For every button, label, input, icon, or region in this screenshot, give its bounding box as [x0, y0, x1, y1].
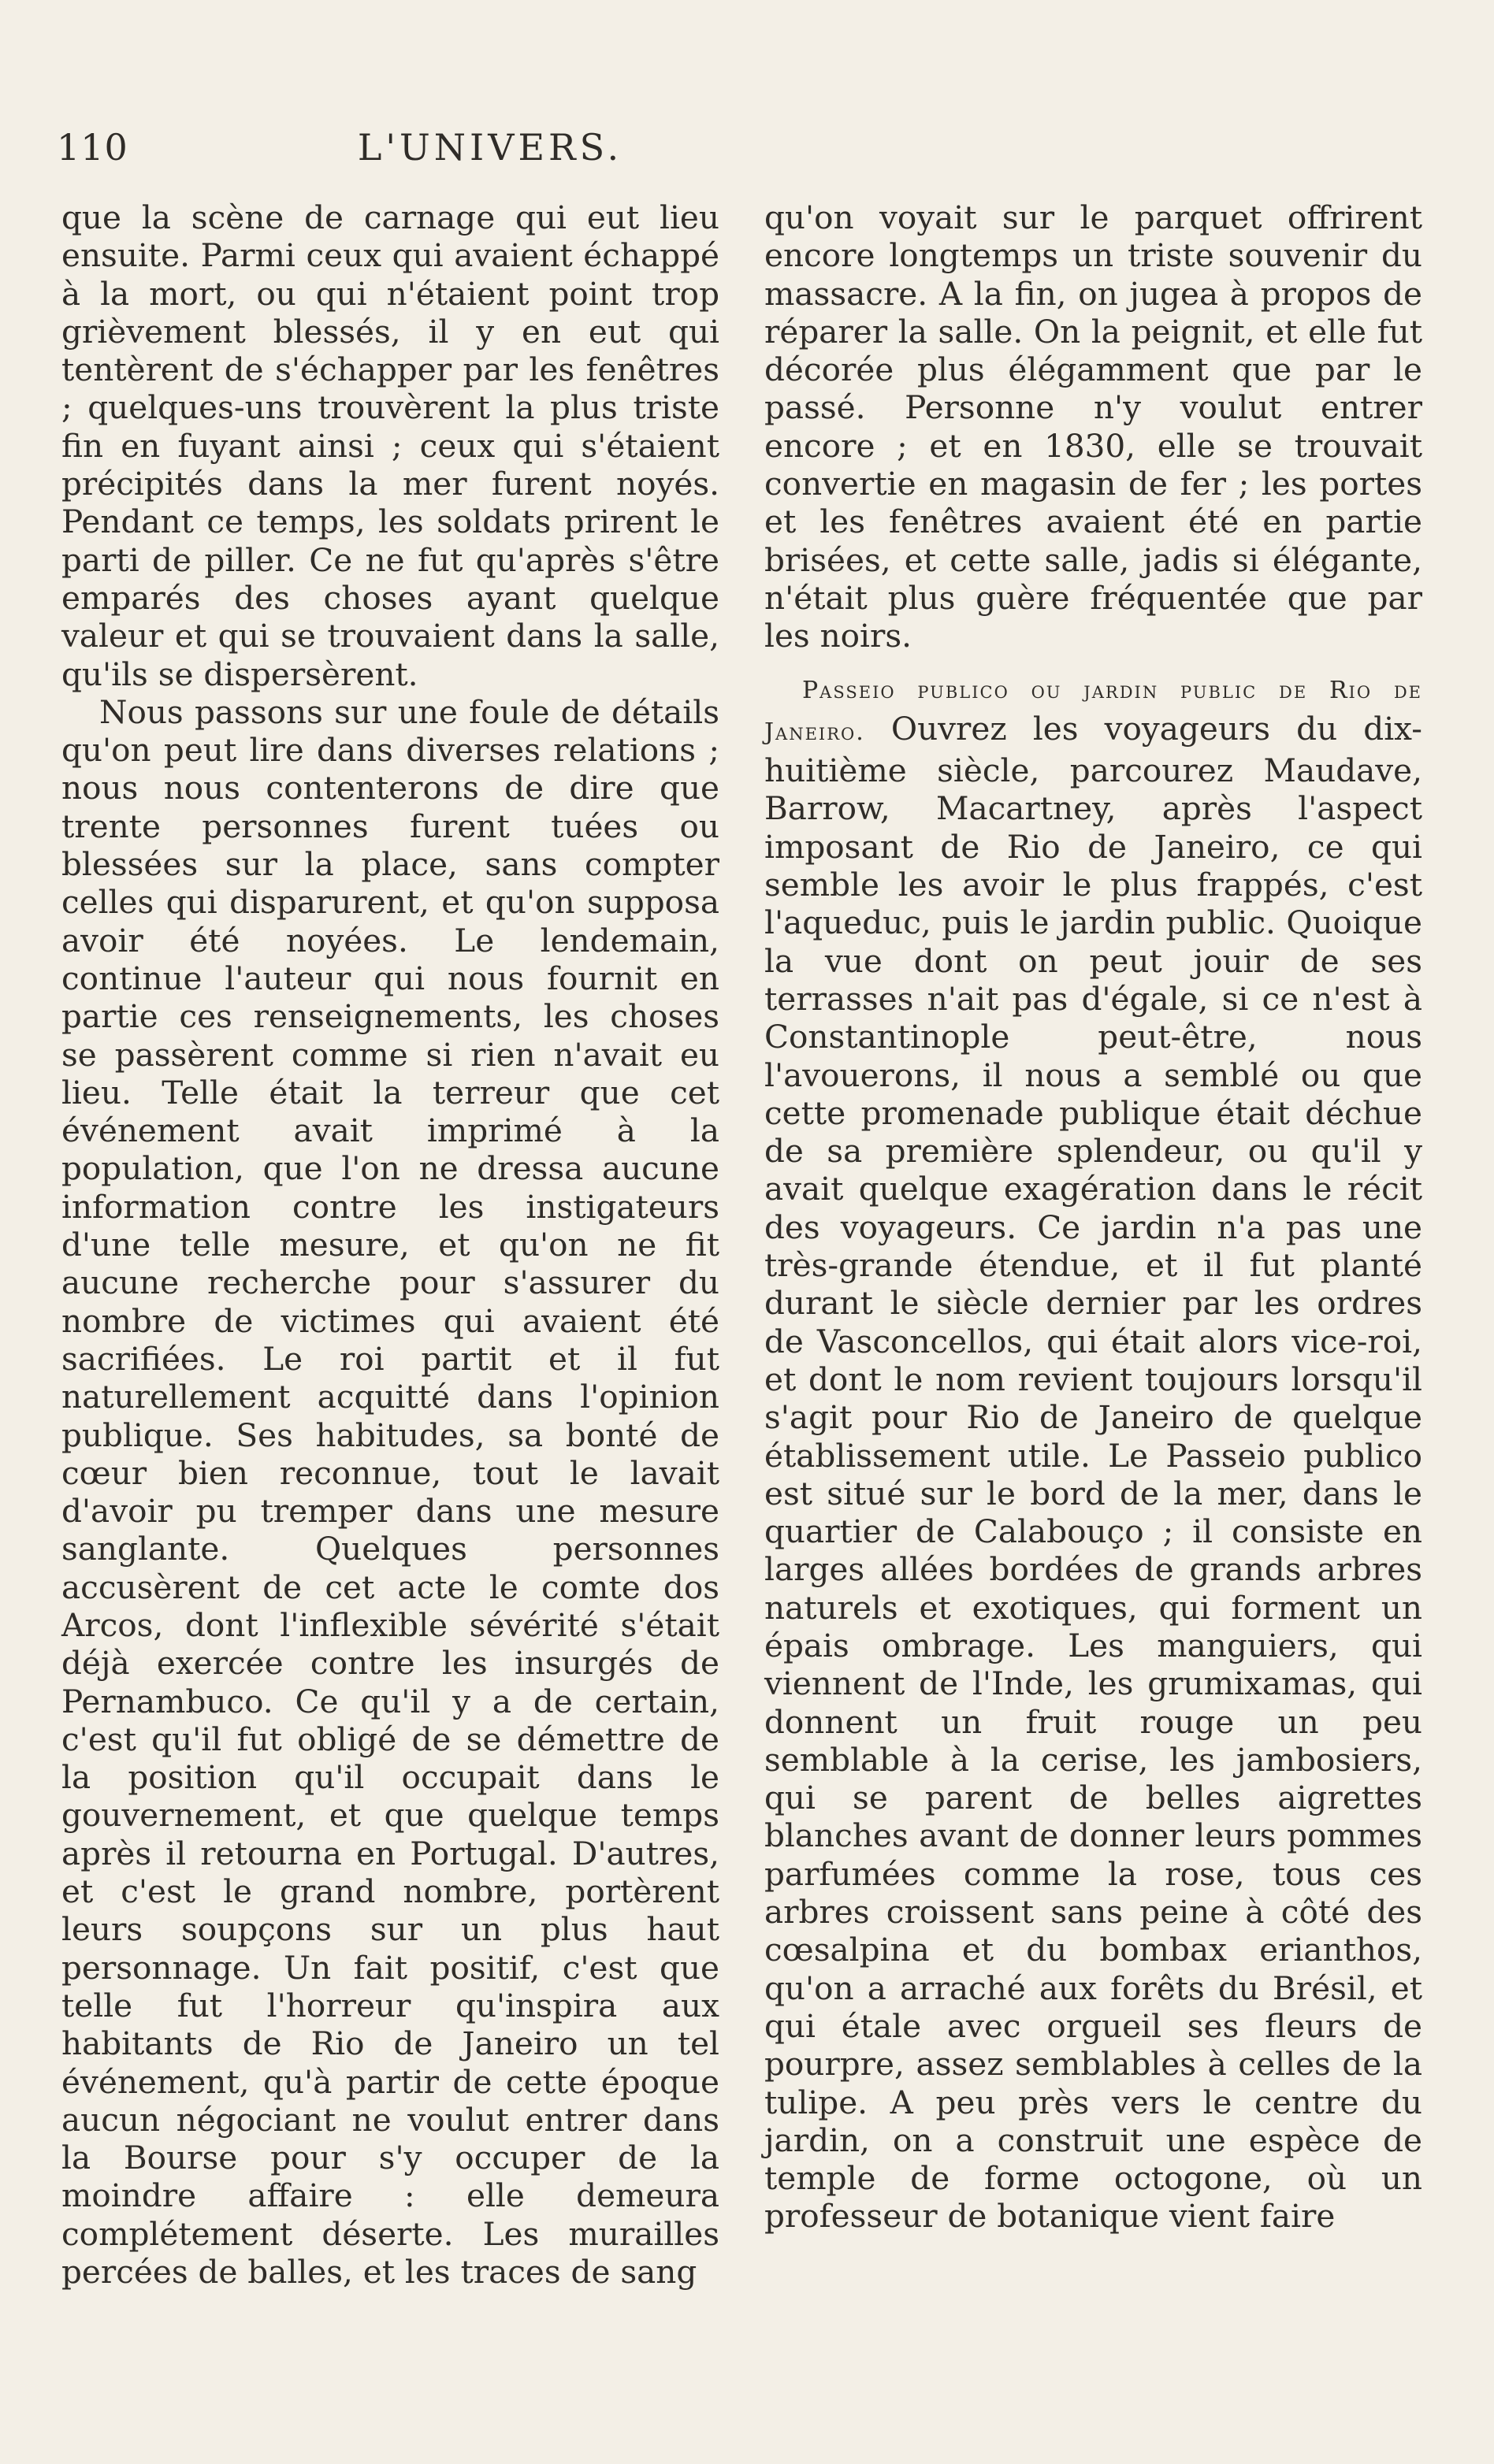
- section-text: Ouvrez les voyageurs du dix-huitième siècle, parcourez Maudave, Barrow, Macartney, après l'aspect imposant de Rio de Janeiro, ce qui semble les avoir le plus frappés, c'est l'aqueduc, puis le jardin public. Quoique la vue dont on peut jouir de ses terrasses n'ait pas d'égale, si ce n'est à Constantinople peut-être, nous l'avouerons, il nous a semblé ou que cette promenade publique était déchue de sa première splendeur, ou qu'il y avait quelque exagération dans le récit des voyageurs. Ce jardin n'a pas une très-grande étendue, et il fut planté durant le siècle dernier par les ordres de Vasconcellos, qui était alors vice-roi, et dont le nom revient toujours lorsqu'il s'agit pour Rio de Janeiro de quelque établissement utile. Le Passeio publico est situé sur le bord de la mer, dans le quartier de Calabouço ; il consiste en larges allées bordées de grands arbres naturels et exotiques, qui forment un épais ombrage. Les manguiers, qui viennent de l'Inde, les grumixamas, qui donnent un fruit rouge un peu semblable à la cerise, les jambosiers, qui se parent de belles aigrettes blanches avant de donner leurs pommes parfumées comme la rose, tous ces arbres croissent sans peine à côté des cœsalpina et du bombax erianthos, qu'on a arraché aux forêts du Brésil, et qui étale avec orgueil ses fleurs de pourpre, assez semblables à celles de la tulipe. A peu près vers le centre du jardin, on a construit une espèce de temple de forme octogone, où un professeur de botanique vient faire: [764, 709, 1422, 2236]
- page-number: 110: [57, 126, 128, 169]
- section-paragraph: [764, 668, 1422, 2236]
- right-column: [764, 199, 1422, 2236]
- page-header: [57, 126, 1436, 173]
- paragraph: Nous passons sur une foule de détails qu'on peut lire dans diverses relations ; nous nous contenterons de dire que trente personnes furent tuées ou blessées sur la place, sans compter celles qui disparurent, et qu'on supposa avoir été noyées. Le lendemain, continue l'auteur qui nous fournit en partie ces renseignements, les choses se passèrent comme si rien n'avait eu lieu. Telle était la terreur que cet événement avait imprimé à la population, que l'on ne dressa aucune information contre les instigateurs d'une telle mesure, et qu'on ne fit aucune recherche pour s'assurer du nombre de victimes qui avaient été sacrifiées. Le roi partit et il fut naturellement acquitté dans l'opinion publique. Ses habitudes, sa bonté de cœur bien reconnue, tout le lavait d'avoir pu tremper dans une mesure sanglante. Quelques personnes accusèrent de cet acte le comte dos Arcos, dont l'inflexible sévérité s'était déjà exercée contre les insurgés de Pernambuco. Ce qu'il y a de certain, c'est qu'il fut obligé de se démettre de la position qu'il occupait dans le gouvernement, et que quelque temps après il retourna en Portugal. D'autres, et c'est le grand nombre, portèrent leurs soupçons sur un plus haut personnage. Un fait positif, c'est que telle fut l'horreur qu'inspira aux habitants de Rio de Janeiro un tel événement, qu'à partir de cette époque aucun négociant ne voulut entrer dans la Bourse pour s'y occuper de la moindre affaire : elle demeura complétement déserte. Les murailles percées de balles, et les traces de sang: [61, 692, 719, 2291]
- paragraph: qu'on voyait sur le parquet offrirent encore longtemps un triste souvenir du massacre. A la fin, on jugea à propos de réparer la salle. On la peignit, et elle fut décorée plus élégamment que par le passé. Personne n'y voulut entrer encore ; et en 1830, elle se trouvait convertie en magasin de fer ; les portes et les fenêtres avaient été en partie brisées, et cette salle, jadis si élégante, n'était plus guère fréquentée que par les noirs.: [764, 199, 1422, 655]
- running-title: L'UNIVERS.: [357, 126, 623, 169]
- paragraph: que la scène de carnage qui eut lieu ensuite. Parmi ceux qui avaient échappé à la mort, ou qui n'étaient point trop grièvement blessés, il y en eut qui tentèrent de s'échapper par les fenêtres ; quelques-uns trouvèrent la plus triste fin en fuyant ainsi ; ceux qui s'étaient précipités dans la mer furent noyés. Pendant ce temps, les soldats prirent le parti de piller. Ce ne fut qu'après s'être emparés des choses ayant quelque valeur et qui se trouvaient dans la salle, qu'ils se dispersèrent.: [61, 199, 719, 693]
- left-column: [61, 199, 719, 2291]
- section-heading: Passeio publico ou jardin public de Rio de Janeiro.: [764, 676, 1422, 746]
